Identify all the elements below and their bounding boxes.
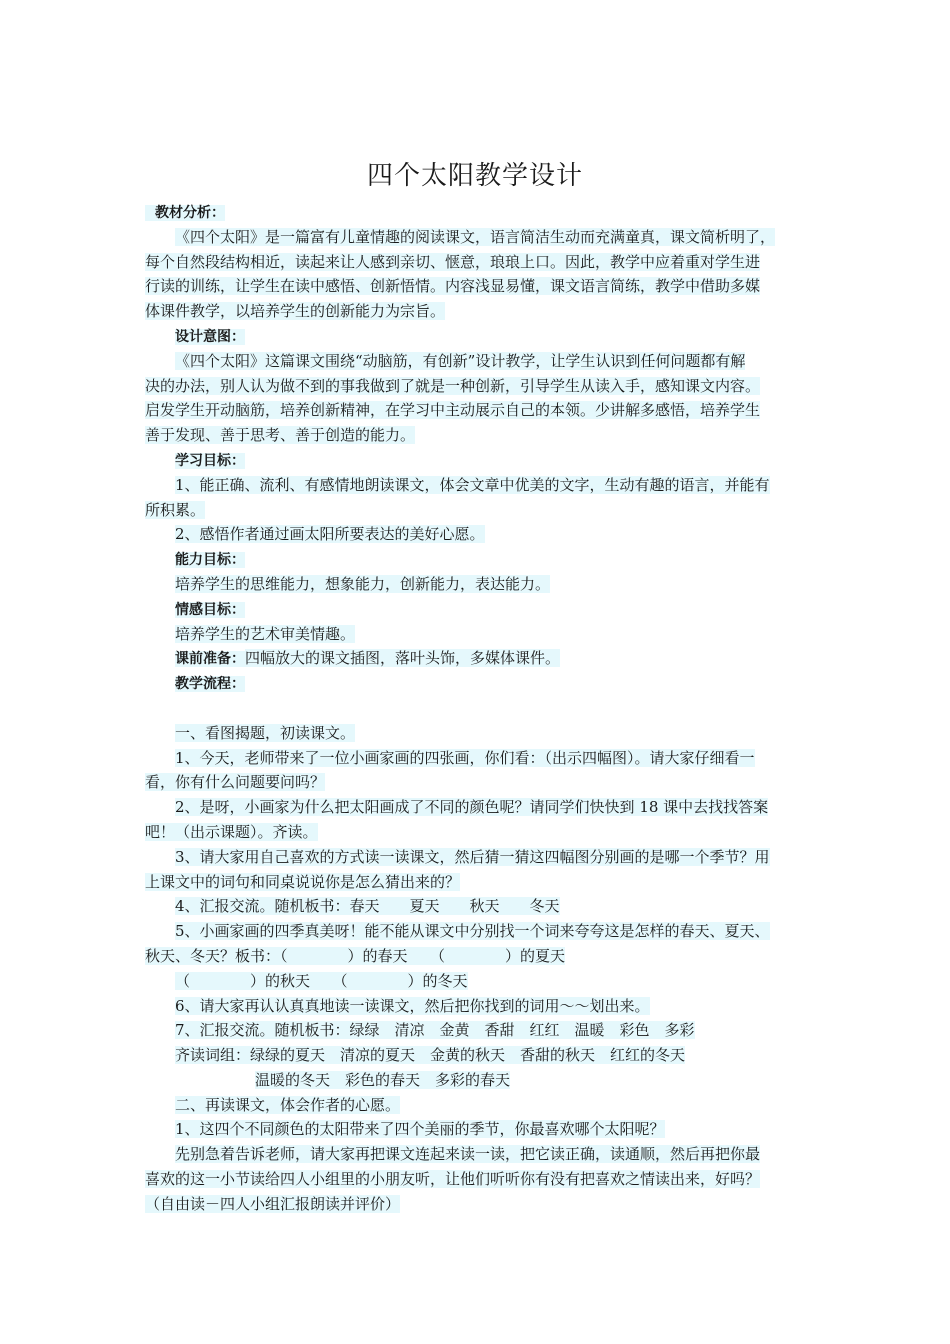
flow-line: 二、再读课文，体会作者的心愿。 xyxy=(175,1095,401,1114)
flow-line: 看，你有什么问题要问吗？ xyxy=(145,773,326,792)
flow-line: 5、小画家画的四季真美呀！能不能从课文中分别找一个词来夸夸这是怎样的春天、夏天、 xyxy=(175,922,770,941)
paragraph-line: 培养学生的艺术审美情趣。 xyxy=(175,624,356,643)
flow-line: 2、是呀，小画家为什么把太阳画成了不同的颜色呢？请同学们快快到 18 课中去找找答案 xyxy=(175,798,769,817)
flow-line: 6、请大家再认认真真地读一读课文，然后把你找到的词用～～划出来。 xyxy=(175,996,650,1015)
flow-line: 上课文中的词句和同桌说说你是怎么猜出来的？ xyxy=(145,872,461,891)
flow-line: 秋天、冬天？板书：（ ）的春天 （ ）的夏天 xyxy=(145,946,566,965)
section-heading-teaching-flow: 教学流程： xyxy=(175,676,245,693)
flow-line: （ ）的秋天 （ ）的冬天 xyxy=(175,971,468,990)
paragraph-line: 《四个太阳》这篇课文围绕“动脑筋，有创新”设计教学，让学生认识到任何问题都有解 xyxy=(175,351,746,370)
paragraph-line: 所积累。 xyxy=(145,500,206,519)
document-title: 四个太阳教学设计 xyxy=(366,161,583,191)
section-heading-ability-goals: 能力目标： xyxy=(175,552,245,569)
paragraph-line: 1、能正确、流利、有感情地朗读课文，体会文章中优美的文字，生动有趣的语言，并能有 xyxy=(175,475,770,494)
paragraph-line: 启发学生开动脑筋，培养创新精神，在学习中主动展示自己的本领。少讲解多感悟，培养学生 xyxy=(145,401,761,420)
section-heading-material-analysis: 教材分析： xyxy=(145,200,825,225)
flow-line: 喜欢的这一小节读给四人小组里的小朋友听，让他们听听你有没有把喜欢之情读出来，好吗？ xyxy=(145,1170,761,1189)
paragraph-line: 2、感悟作者通过画太阳所要表达的美好心愿。 xyxy=(175,525,485,544)
flow-line: （自由读－四人小组汇报朗读并评价） xyxy=(145,1194,401,1213)
paragraph-line: 每个自然段结构相近，读起来让人感到亲切、惬意，琅琅上口。因此，教学中应着重对学生进 xyxy=(145,252,761,271)
paragraph-line: 善于发现、善于思考、善于创造的能力。 xyxy=(145,426,416,445)
flow-line: 1、这四个不同颜色的太阳带来了四个美丽的季节，你最喜欢哪个太阳呢？ xyxy=(175,1120,665,1139)
flow-line: 7、汇报交流。随机板书：绿绿 清凉 金黄 香甜 红红 温暖 彩色 多彩 xyxy=(175,1021,695,1040)
flow-line: 1、今天，老师带来了一位小画家画的四张画，你们看：（出示四幅图）。请大家仔细看一 xyxy=(175,748,755,767)
flow-line: 温暖的冬天 彩色的春天 多彩的春天 xyxy=(255,1070,511,1089)
section-heading-design-intent: 设计意图： xyxy=(175,328,245,345)
paragraph-line: 决的办法，别人认为做不到的事我做到了就是一种创新，引导学生从读入手，感知课文内容。 xyxy=(145,376,761,395)
flow-line: 一、看图揭题，初读课文。 xyxy=(175,723,356,742)
blank-line xyxy=(145,696,825,721)
paragraph-line: 行读的训练，让学生在读中感悟、创新悟情。内容浅显易懂，课文语言简练，教学中借助多媒 xyxy=(145,277,761,296)
flow-line: 4、汇报交流。随机板书：春天 夏天 秋天 冬天 xyxy=(175,897,560,916)
flow-line: 齐读词组：绿绿的夏天 清凉的夏天 金黄的秋天 香甜的秋天 红红的冬天 xyxy=(175,1046,686,1065)
flow-line: 先别急着告诉老师，请大家再把课文连起来读一读，把它读正确，读通顺，然后再把你最 xyxy=(175,1145,761,1164)
section-heading-emotion-goals: 情感目标： xyxy=(175,601,245,618)
section-preparation: 课前准备：四幅放大的课文插图，落叶头饰，多媒体课件。 xyxy=(175,649,561,668)
section-heading-learning-goals: 学习目标： xyxy=(175,452,245,469)
flow-line: 吧！（出示课题）。齐读。 xyxy=(145,822,318,841)
paragraph-line: 体课件教学，以培养学生的创新能力为宗旨。 xyxy=(145,302,446,321)
flow-line: 3、请大家用自己喜欢的方式读一读课文，然后猜一猜这四幅图分别画的是哪一个季节？用 xyxy=(175,847,770,866)
paragraph-line: 培养学生的思维能力，想象能力，创新能力，表达能力。 xyxy=(175,574,551,593)
paragraph-line: 《四个太阳》是一篇富有儿童情趣的阅读课文，语言简洁生动而充满童真，课文简析明了， xyxy=(175,227,776,246)
document-body xyxy=(145,200,825,1217)
